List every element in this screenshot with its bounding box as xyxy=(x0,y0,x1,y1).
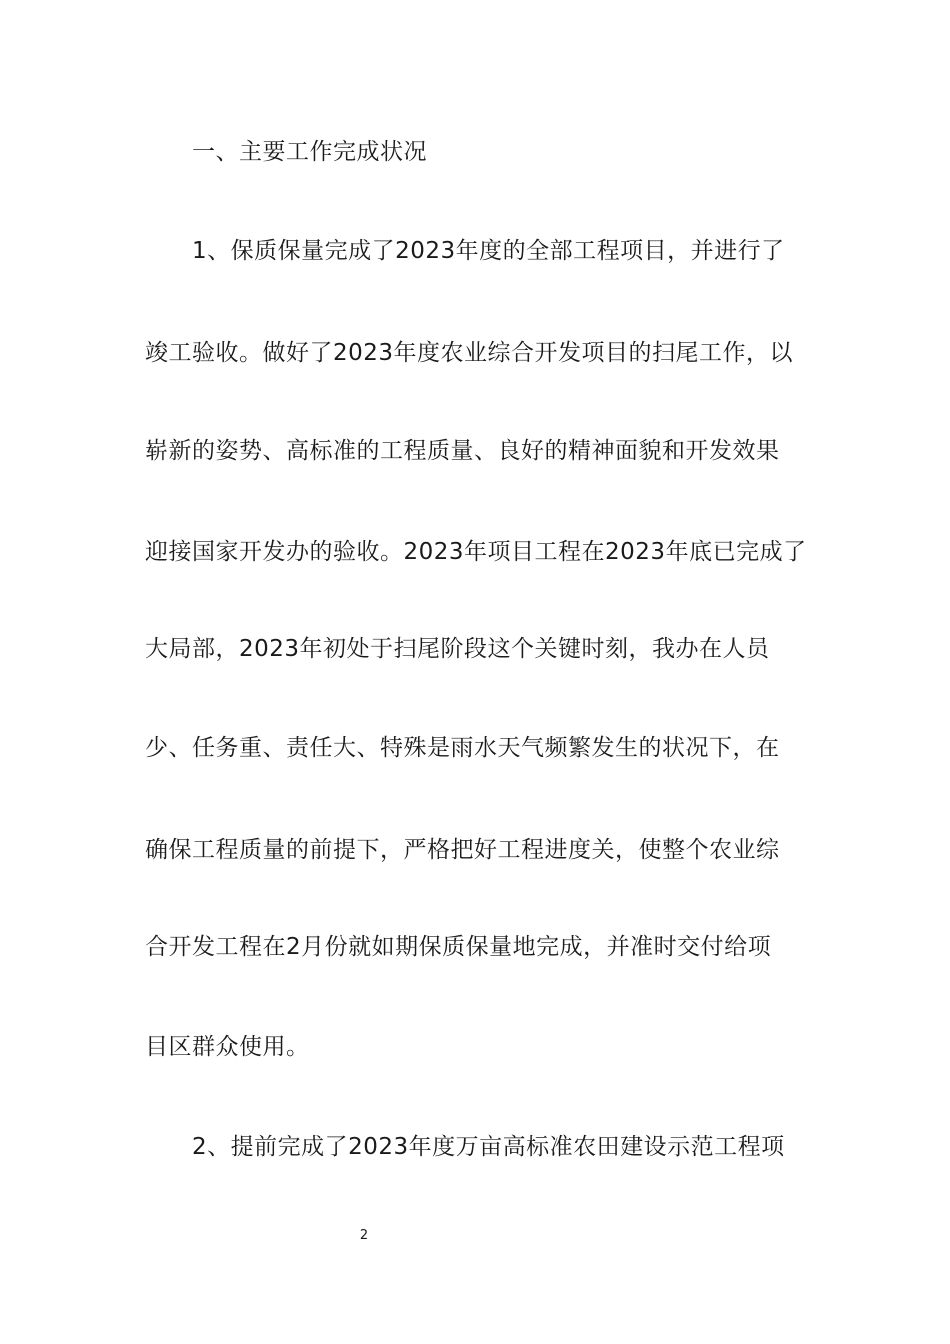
page-number: 2 xyxy=(359,1228,369,1243)
paragraph-1-line: 少、任务重、责任大、特殊是雨水天气频繁发生的状况下，在 xyxy=(145,735,780,761)
paragraph-1-line: 合开发工程在2月份就如期保质保量地完成，并准时交付给项 xyxy=(145,934,772,960)
paragraph-1-line: 1、保质保量完成了2023年度的全部工程项目，并进行了 xyxy=(192,238,785,264)
paragraph-2-line: 2、提前完成了2023年度万亩高标准农田建设示范工程项 xyxy=(192,1134,785,1160)
paragraph-1-line: 确保工程质量的前提下，严格把好工程进度关，使整个农业综 xyxy=(145,837,780,863)
paragraph-1-line: 目区群众使用。 xyxy=(145,1034,310,1060)
paragraph-1-line: 大局部，2023年初处于扫尾阶段这个关键时刻，我办在人员 xyxy=(145,636,770,662)
paragraph-1-line: 崭新的姿势、高标准的工程质量、良好的精神面貌和开发效果 xyxy=(145,438,780,464)
paragraph-1-line: 竣工验收。做好了2023年度农业综合开发项目的扫尾工作，以 xyxy=(145,340,794,366)
section-heading: 一、主要工作完成状况 xyxy=(192,139,427,165)
paragraph-1-line: 迎接国家开发办的验收。2023年项目工程在2023年底已完成了 xyxy=(145,539,807,565)
